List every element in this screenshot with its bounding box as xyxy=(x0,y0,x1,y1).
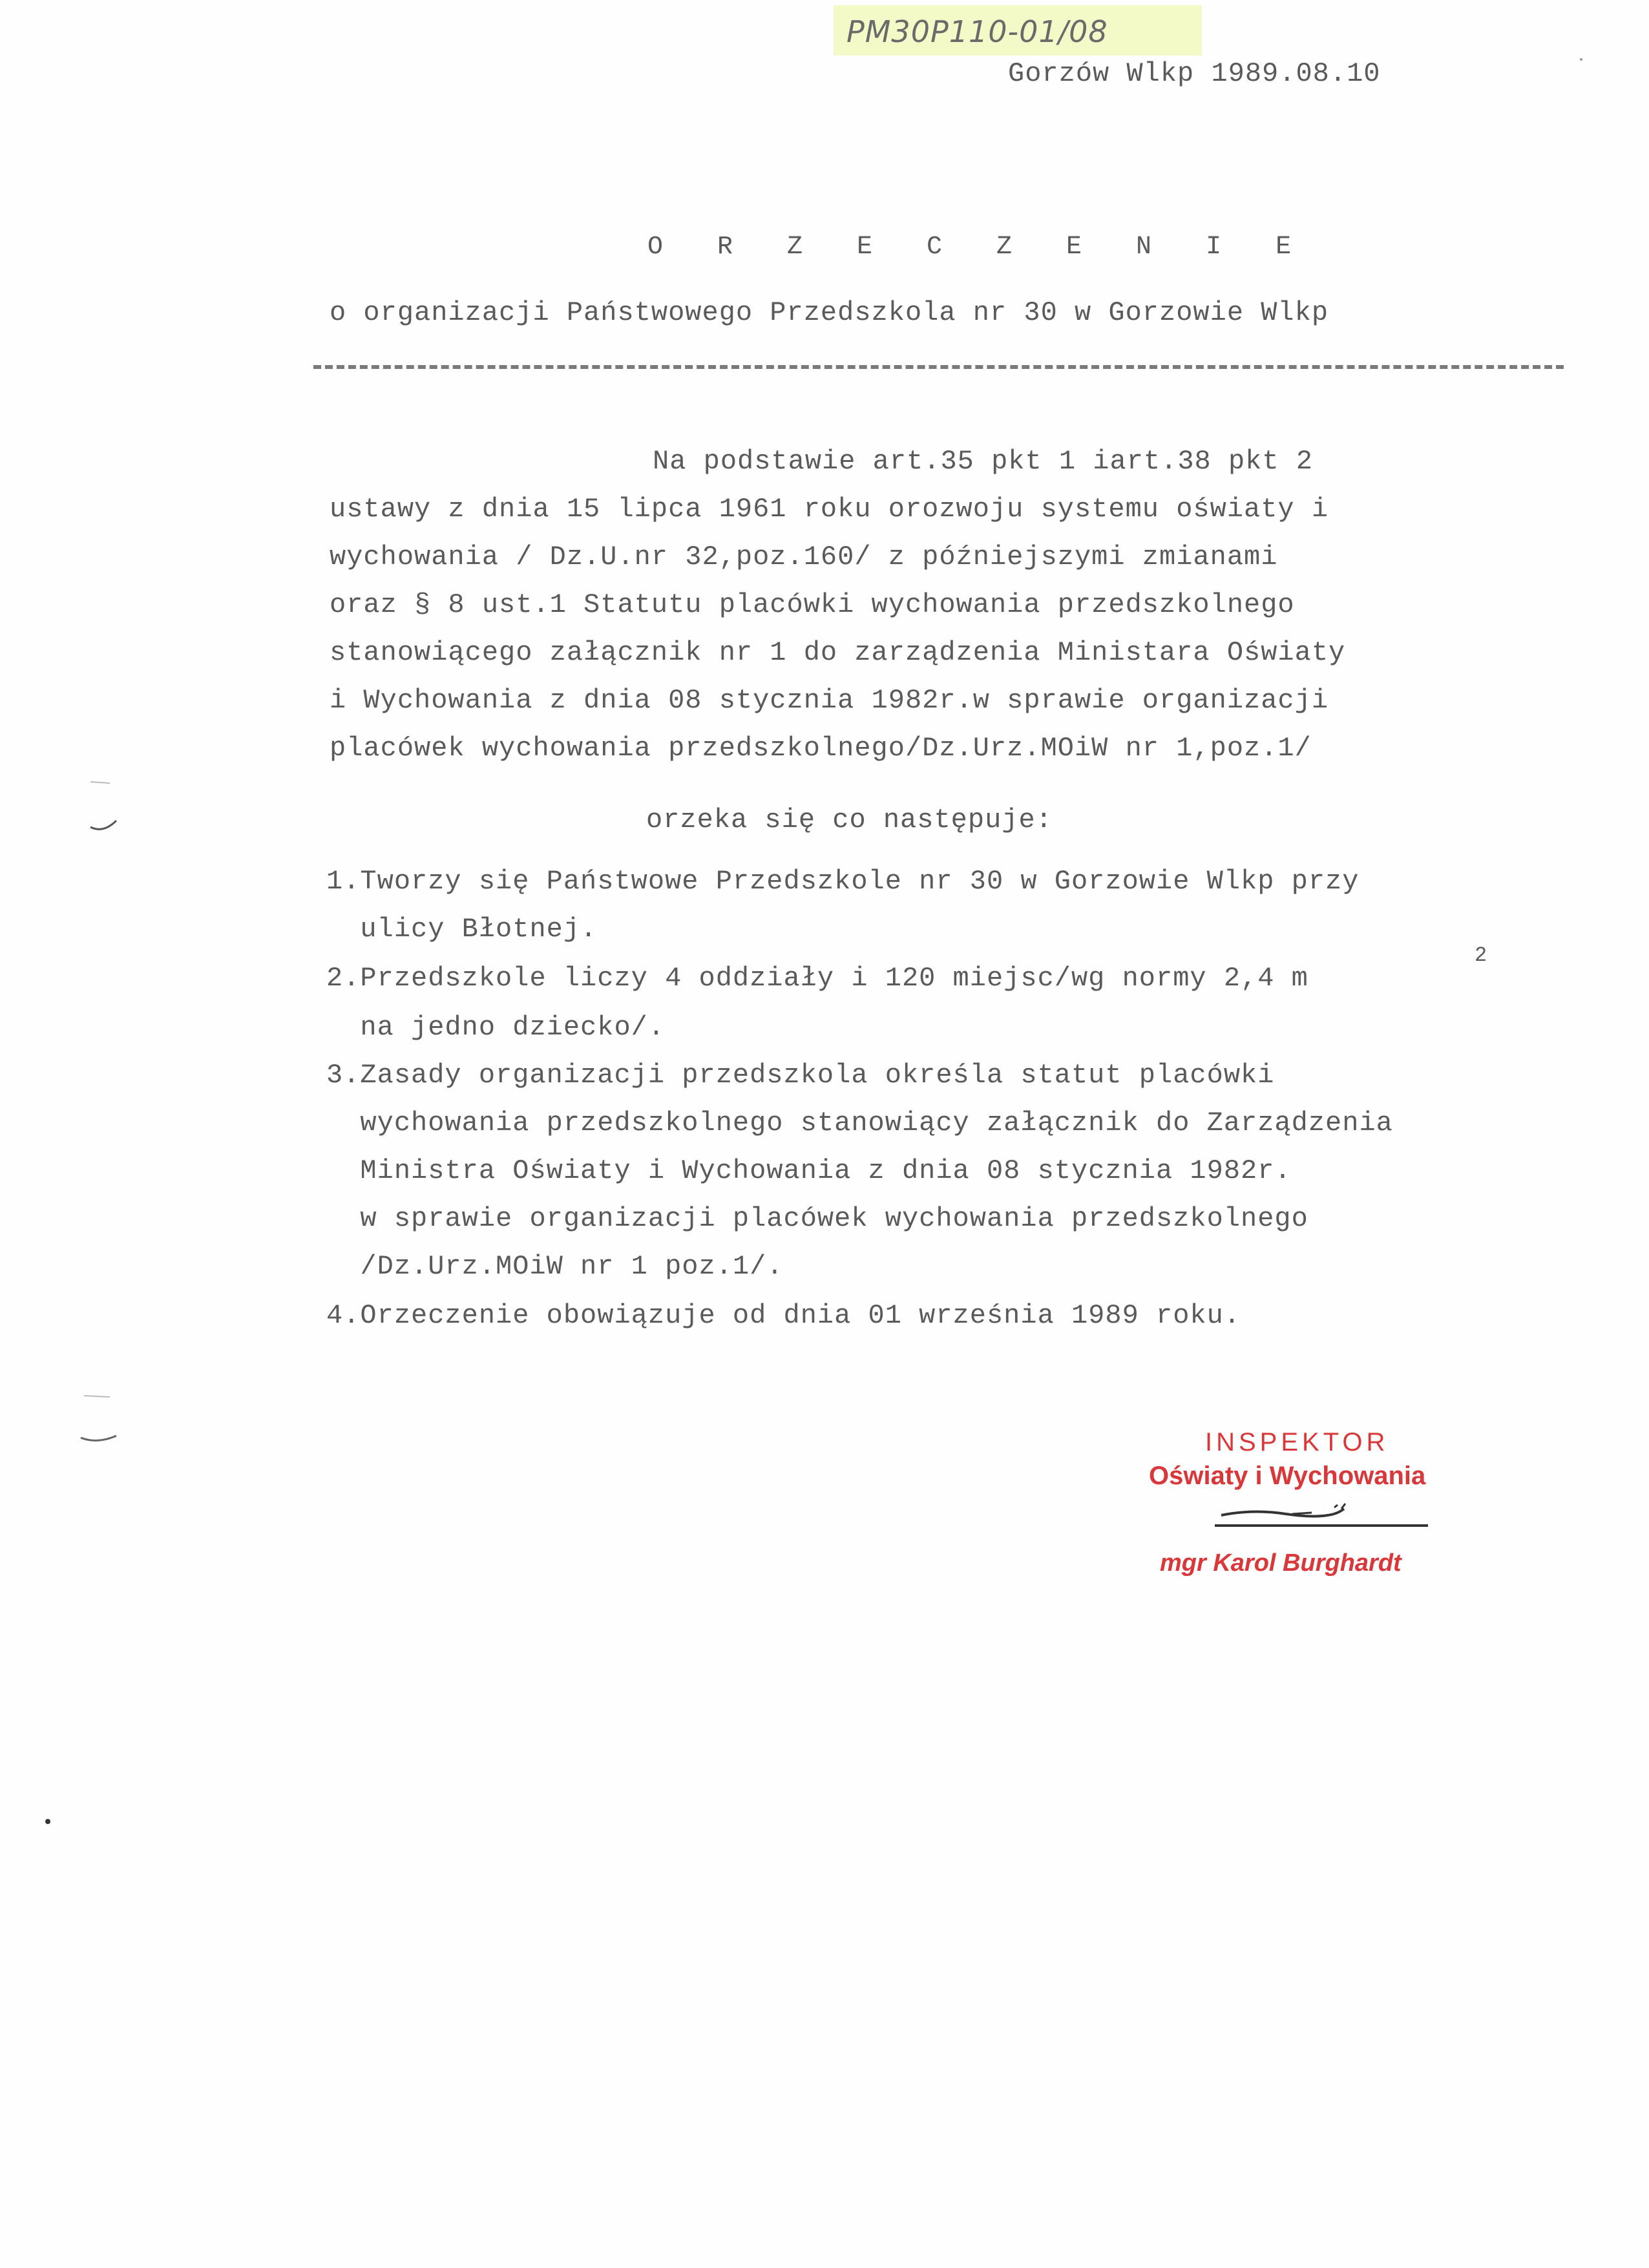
orzeka-line: orzeka się co następuje: xyxy=(646,804,1053,835)
stamp-signatory-name: mgr Karol Burghardt xyxy=(1160,1549,1402,1577)
preamble-line: placówek wychowania przedszkolnego/Dz.Urz.MOiW nr 1,poz.1/ xyxy=(330,733,1312,764)
margin-mark xyxy=(71,1389,123,1454)
point-line: wychowania przedszkolnego stanowiący załącznik do Zarządzenia xyxy=(326,1108,1393,1139)
handwritten-signature xyxy=(1215,1489,1434,1548)
point-line: ulicy Błotnej. xyxy=(326,914,598,945)
preamble-line: oraz § 8 ust.1 Statutu placówki wychowania przedszkolnego xyxy=(330,589,1295,620)
scan-speck xyxy=(1580,58,1582,61)
archive-reference-text: PM30P110-01/08 xyxy=(846,14,1108,49)
point-line: 1.Tworzy się Państwowe Przedszkole nr 30 w Gorzowie Wlkp przy xyxy=(326,866,1360,897)
point-line: 3.Zasady organizacji przedszkola określa statut placówki xyxy=(326,1060,1275,1091)
point-line: 4.Orzeczenie obowiązuje od dnia 01 września 1989 roku. xyxy=(326,1300,1241,1331)
preamble-line: i Wychowania z dnia 08 stycznia 1982r.w sprawie organizacji xyxy=(330,685,1329,716)
scan-speck xyxy=(45,1819,50,1824)
document-title: O R Z E C Z E N I E xyxy=(647,233,1311,262)
point-line: Ministra Oświaty i Wychowania z dnia 08 stycznia 1982r. xyxy=(326,1155,1292,1186)
point-line: /Dz.Urz.MOiW nr 1 poz.1/. xyxy=(326,1251,784,1282)
separator-line xyxy=(313,365,1564,369)
archive-reference-note xyxy=(834,5,1202,56)
preamble-line: Na podstawie art.35 pkt 1 iart.38 pkt 2 xyxy=(653,446,1313,477)
preamble-line: wychowania / Dz.U.nr 32,poz.160/ z późniejszymi zmianami xyxy=(330,541,1278,572)
point-line: w sprawie organizacji placówek wychowania przedszkolnego xyxy=(326,1203,1308,1234)
margin-mark xyxy=(78,775,129,840)
stamp-inspektor: INSPEKTOR xyxy=(1205,1428,1389,1456)
place-date: Gorzów Wlkp 1989.08.10 xyxy=(1008,58,1381,89)
preamble-line: stanowiącego załącznik nr 1 do zarządzenia Ministara Oświaty xyxy=(330,637,1346,668)
superscript-two: 2 xyxy=(1475,943,1488,967)
document-subtitle: o organizacji Państwowego Przedszkola nr 30 w Gorzowie Wlkp xyxy=(330,297,1329,328)
point-line: na jedno dziecko/. xyxy=(326,1012,666,1043)
preamble-line: ustawy z dnia 15 lipca 1961 roku orozwoju systemu oświaty i xyxy=(330,494,1329,525)
stamp-institution: Oświaty i Wychowania xyxy=(1149,1462,1426,1490)
point-line: 2.Przedszkole liczy 4 oddziały i 120 miejsc/wg normy 2,4 m xyxy=(326,963,1308,994)
